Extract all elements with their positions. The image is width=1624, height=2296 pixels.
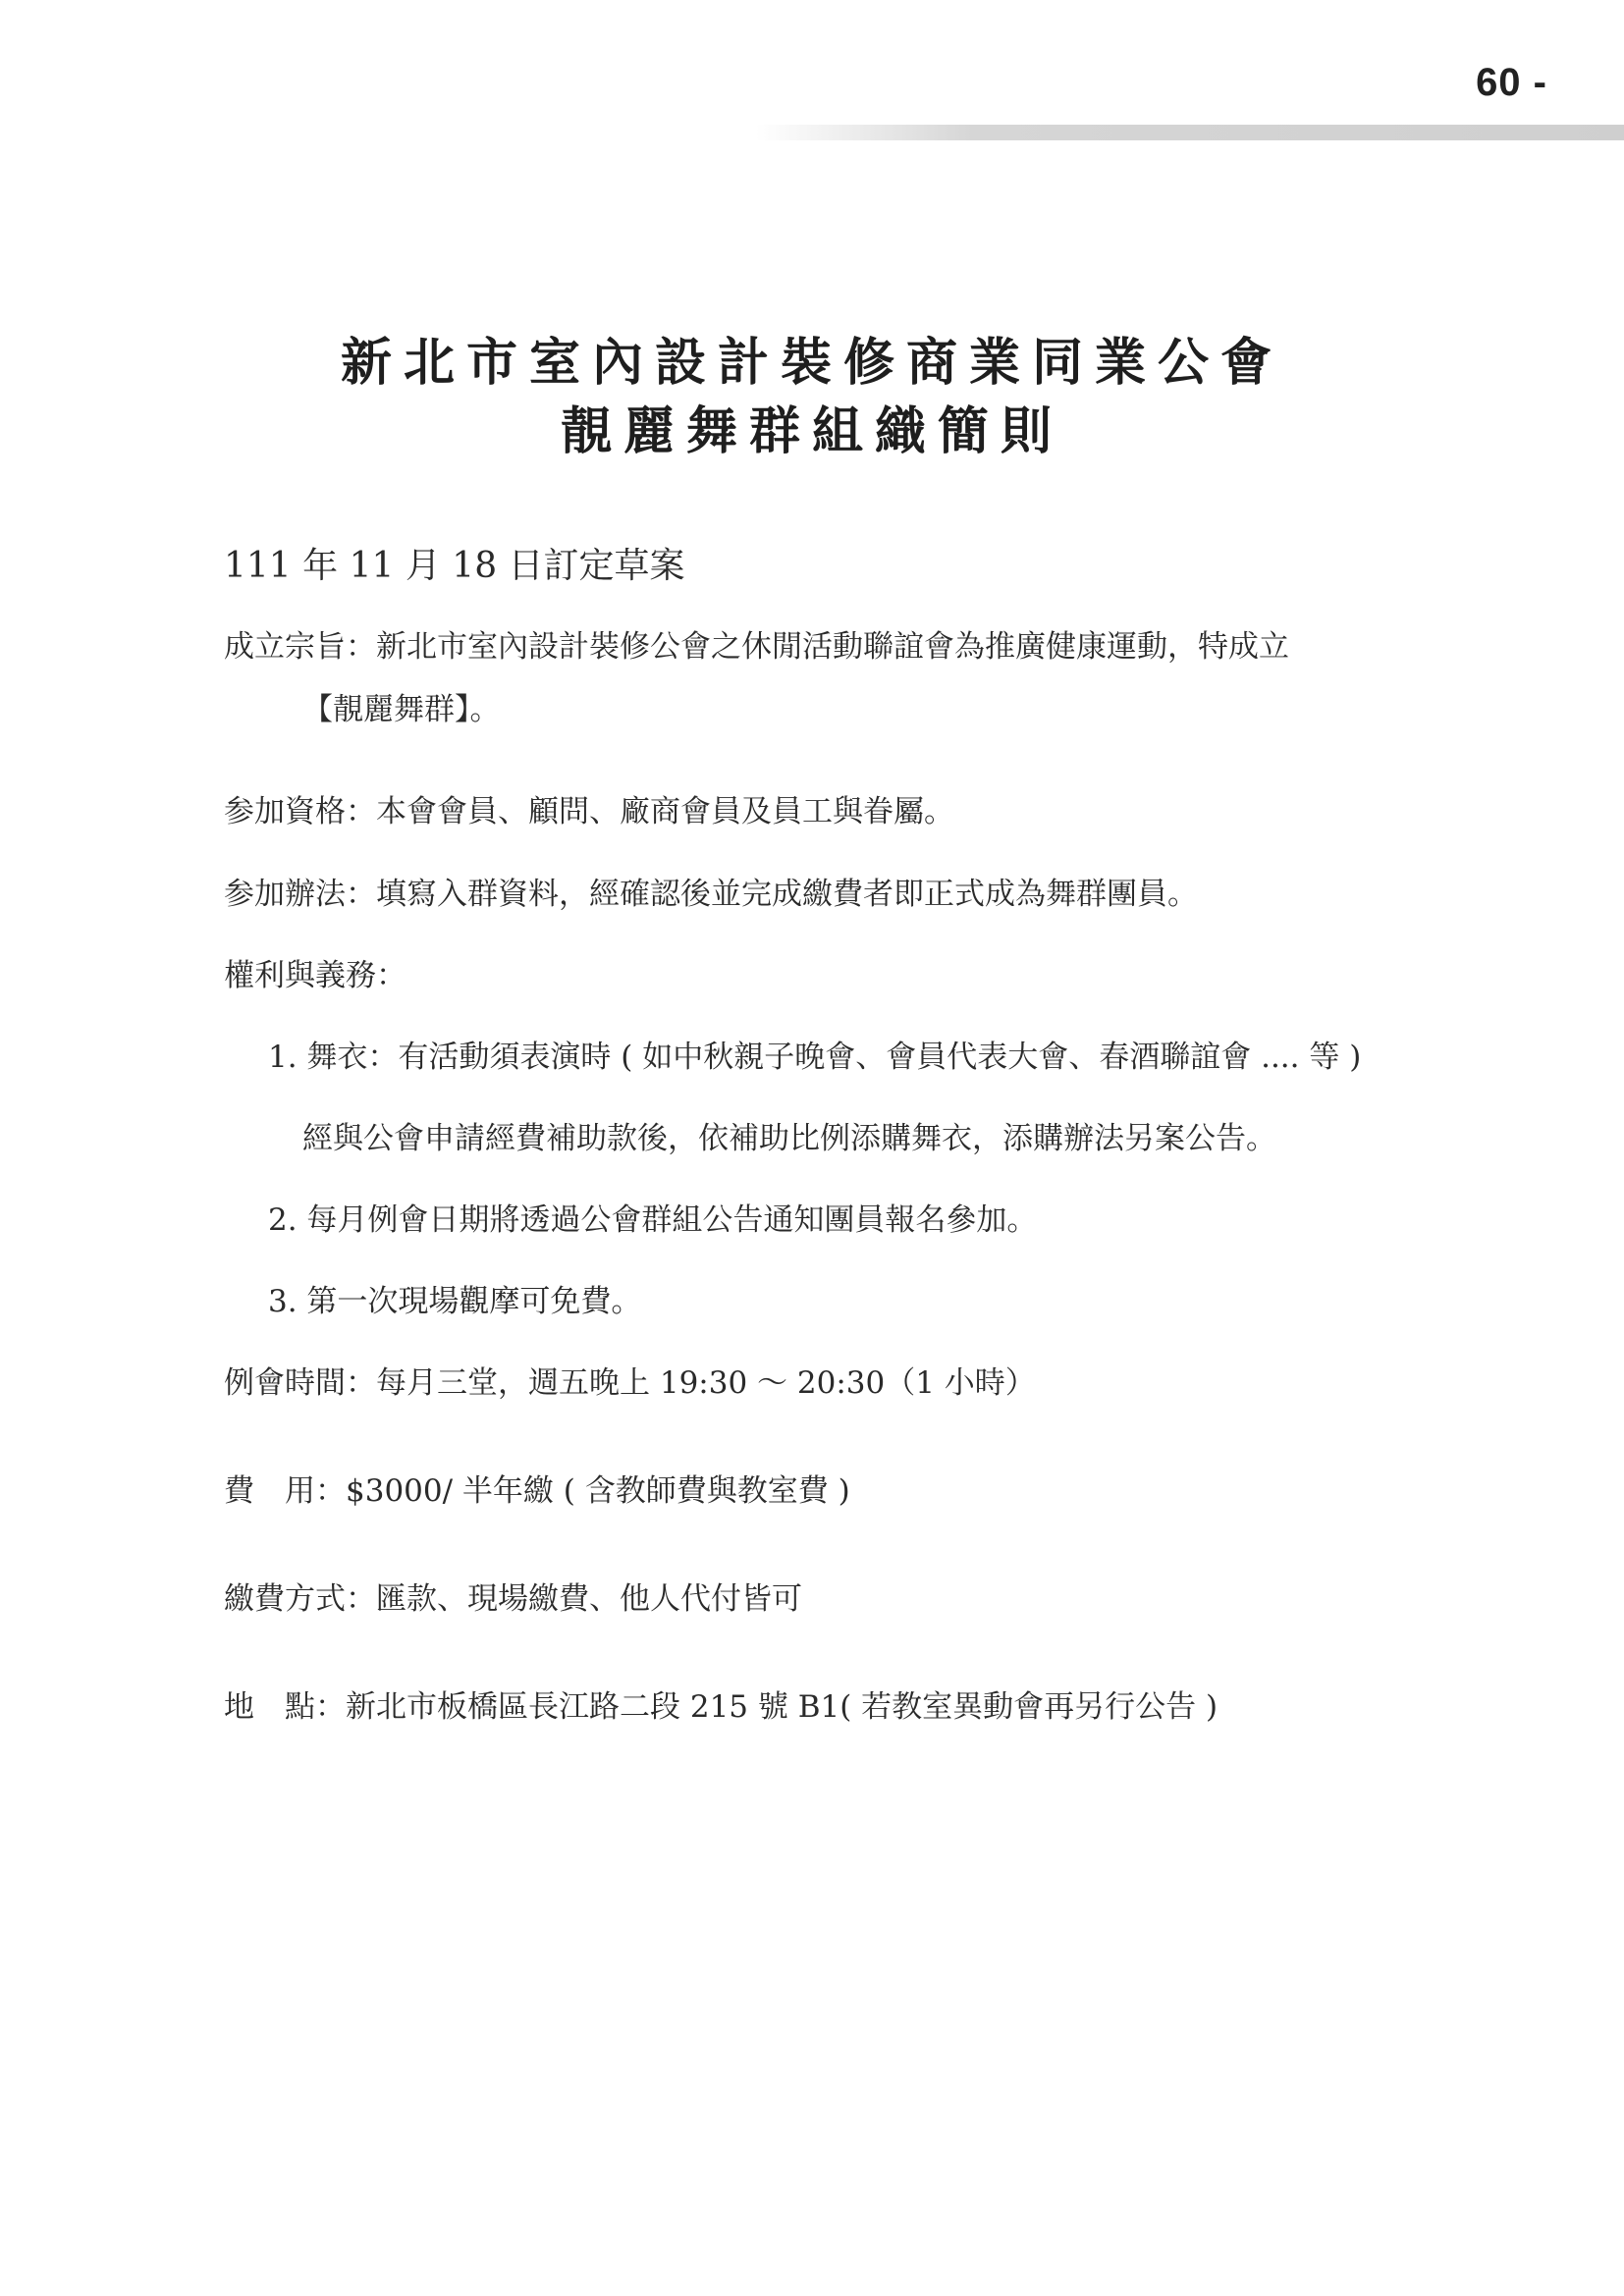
- purpose-line-2: 【靚麗舞群】。: [302, 692, 501, 727]
- eligibility: 参加資格：本會會員、顧問、廠商會員及員工與眷屬。: [224, 794, 954, 829]
- location: 地 點：新北市板橋區長江路二段 215 號 B1( 若教室異動會再另行公告 ): [224, 1689, 1218, 1725]
- title-line-2: 靚麗舞群組織簡則: [560, 402, 1063, 461]
- purpose-line-1: 成立宗旨：新北市室內設計裝修公會之休閒活動聯誼會為推廣健康運動，特成立: [224, 629, 1289, 665]
- document-title: [0, 329, 1624, 466]
- rights-heading: 權利與義務：: [224, 958, 406, 993]
- join-method: 参加辦法：填寫入群資料，經確認後並完成繳費者即正式成為舞群團員。: [224, 877, 1198, 912]
- title-line-1: 新北市室內設計裝修商業同業公會: [340, 334, 1283, 393]
- fee: 費 用：$3000/ 半年繳 ( 含教師費與教室費 ): [224, 1473, 850, 1509]
- rights-item-1-cont: 經與公會申請經費補助款後，依補助比例添購舞衣，添購辦法另案公告。: [302, 1121, 1276, 1156]
- draft-date: 111 年 11 月 18 日訂定草案: [224, 546, 685, 586]
- rights-item-1: 1. 舞衣：有活動須表演時 ( 如中秋親子晚會、會員代表大會、春酒聯誼會 .... 等 ): [268, 1040, 1362, 1075]
- rights-item-3: 3. 第一次現場觀摩可免費。: [268, 1284, 642, 1319]
- rights-item-2: 2. 每月例會日期將透過公會群組公告通知團員報名參加。: [268, 1202, 1038, 1238]
- header-gradient-bar: [756, 125, 1624, 140]
- meeting-time: 例會時間：每月三堂，週五晚上 19:30 ～ 20:30（1 小時）: [224, 1365, 1036, 1401]
- payment-method: 繳費方式：匯款、現場繳費、他人代付皆可: [224, 1581, 802, 1617]
- page-number: 60 -: [1476, 61, 1547, 104]
